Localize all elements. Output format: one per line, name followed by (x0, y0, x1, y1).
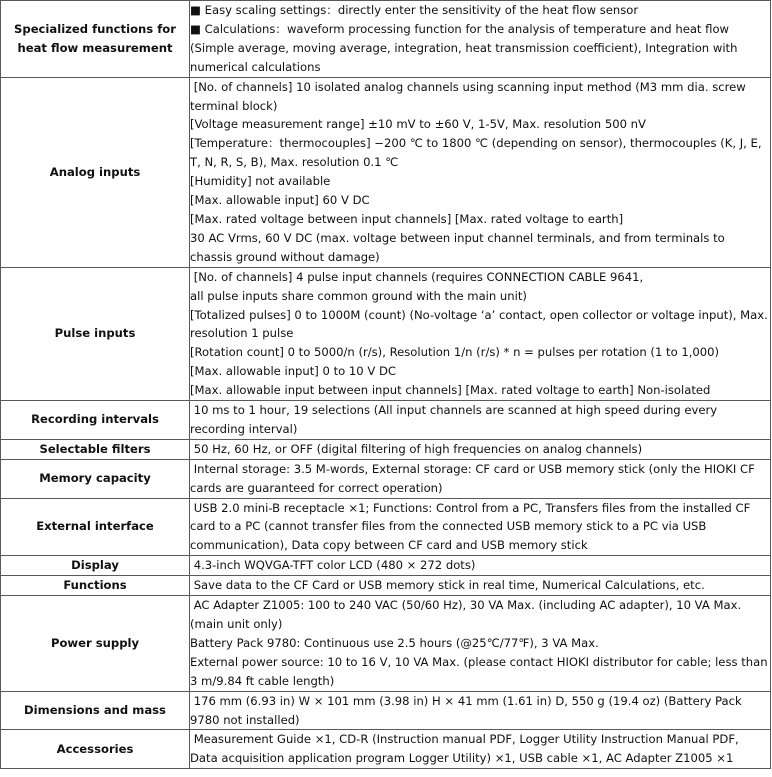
spec-value-line: 50 Hz, 60 Hz, or OFF (digital filtering of high frequencies on analog channels) (190, 441, 643, 456)
spec-value-line: Internal storage: 3.5 M-words, External storage: CF card or USB memory stick (only the HIOKI CF cards are guaranteed for correct operation) (190, 461, 759, 495)
spec-value-line: ■ Easy scaling settings：directly enter the sensitivity of the heat flow sensor (190, 3, 639, 17)
spec-row (1, 596, 771, 692)
spec-value-line: 176 mm (6.93 in) W × 101 mm (3.98 in) H × 41 mm (1.61 in) D, 550 g (19.4 oz) (Battery Pack 9780 not installed) (190, 693, 746, 727)
spec-row (1, 439, 771, 459)
spec-label: Selectable filters (1, 439, 190, 459)
spec-value-line: [Max. allowable input between input channels] [Max. rated voltage to earth] Non-isolated (190, 383, 711, 398)
spec-value-line: [Humidity] not available (190, 174, 331, 189)
spec-label: Specialized functions for heat flow measurement (1, 1, 190, 78)
spec-label: Functions (1, 576, 190, 596)
spec-value-line: [No. of channels] 10 isolated analog channels using scanning input method (M3 mm dia. screw terminal block) (190, 79, 750, 113)
spec-value-line: External power source: 10 to 16 V, 10 VA Max. (please contact HIOKI distributor for cable; less than 3 m/9.84 ft cable length) (190, 654, 772, 688)
spec-value-line: [Rotation count] 0 to 5000/n (r/s), Resolution 1/n (r/s) * n = pulses per rotation (1 to 1,000) (190, 345, 720, 360)
spec-label: Power supply (1, 596, 190, 692)
spec-label: Memory capacity (1, 459, 190, 498)
spec-value-line: [No. of channels] 4 pulse input channels (requires CONNECTION CABLE 9641, (190, 269, 644, 284)
spec-value-line: [Max. rated voltage between input channels] [Max. rated voltage to earth] (190, 211, 624, 226)
spec-value (190, 439, 771, 459)
spec-value (190, 1, 771, 78)
spec-label: Accessories (1, 730, 190, 769)
spec-value (190, 498, 771, 556)
spec-row (1, 77, 771, 267)
spec-row (1, 691, 771, 730)
spec-value-line: [Max. allowable input] 0 to 10 V DC (190, 364, 396, 379)
spec-row (1, 1, 771, 78)
spec-label: Pulse inputs (1, 267, 190, 400)
spec-value-line: [Voltage measurement range] ±10 mV to ±60 V, 1-5V, Max. resolution 500 nV (190, 117, 646, 132)
spec-value-line: [Max. allowable input] 60 V DC (190, 193, 370, 208)
spec-value-line: 30 AC Vrms, 60 V DC (max. voltage between input channel terminals, and from terminals to chassis ground without damage) (190, 230, 729, 264)
spec-value-line: 10 ms to 1 hour, 19 selections (All input channels are scanned at high speed during every recording interval) (190, 403, 721, 436)
spec-value-line: 4.3-inch WQVGA-TFT color LCD (480 × 272 dots) (190, 558, 476, 573)
spec-value-line: [Totalized pulses] 0 to 1000M (count) (No-voltage ‘a’ contact, open collector or voltage input), Max. resolution 1 pulse (190, 307, 772, 341)
spec-value-line: USB 2.0 mini-B receptacle ×1; Functions: Control from a PC, Transfers files from the installed CF card to a PC (cannot transfer files from the connected USB memory stick to a PC via USB communication), Data copy between CF card and USB memory stick (190, 500, 754, 553)
spec-row (1, 730, 771, 769)
spec-value (190, 556, 771, 576)
spec-row (1, 401, 771, 440)
spec-value-line: ■ Calculations：waveform processing function for the analysis of temperature and heat flow (Simple average, moving average, integration, heat transmission coefficient), Integration with numerical calculations (190, 21, 742, 74)
spec-value-line: Battery Pack 9780: Continuous use 2.5 hours (@25℃/77℉), 3 VA Max. (190, 635, 599, 650)
spec-row (1, 498, 771, 556)
spec-row (1, 459, 771, 498)
spec-row (1, 576, 771, 596)
spec-value-line: [Temperature：thermocouples] −200 ℃ to 1800 ℃ (depending on sensor), thermocouples (K, J, E, T, N, R, S, B), Max. resolution 0.1 ℃ (190, 136, 766, 170)
spec-label: External interface (1, 498, 190, 556)
spec-value (190, 267, 771, 400)
spec-value (190, 691, 771, 730)
spec-label: Recording intervals (1, 401, 190, 440)
spec-value (190, 730, 771, 769)
spec-value-line: all pulse inputs share common ground with the main unit) (190, 288, 527, 303)
spec-value-line: AC Adapter Z1005: 100 to 240 VAC (50/60 Hz), 30 VA Max. (including AC adapter), 10 VA Max. (main unit only) (190, 598, 745, 631)
spec-table-body (1, 1, 771, 769)
spec-value-line: Measurement Guide ×1, CD-R (Instruction manual PDF, Logger Utility Instruction Manual PDF, Data acquisition application program Logger Utility) ×1, USB cable ×1, AC Adapter Z1005 ×1 (190, 732, 743, 766)
spec-value (190, 576, 771, 596)
spec-value (190, 77, 771, 267)
spec-value (190, 459, 771, 498)
spec-label: Analog inputs (1, 77, 190, 267)
spec-value (190, 401, 771, 440)
spec-value-line: Save data to the CF Card or USB memory stick in real time, Numerical Calculations, etc. (190, 578, 705, 593)
spec-label: Dimensions and mass (1, 691, 190, 730)
spec-row (1, 556, 771, 576)
spec-row (1, 267, 771, 400)
spec-value (190, 596, 771, 692)
spec-label: Display (1, 556, 190, 576)
